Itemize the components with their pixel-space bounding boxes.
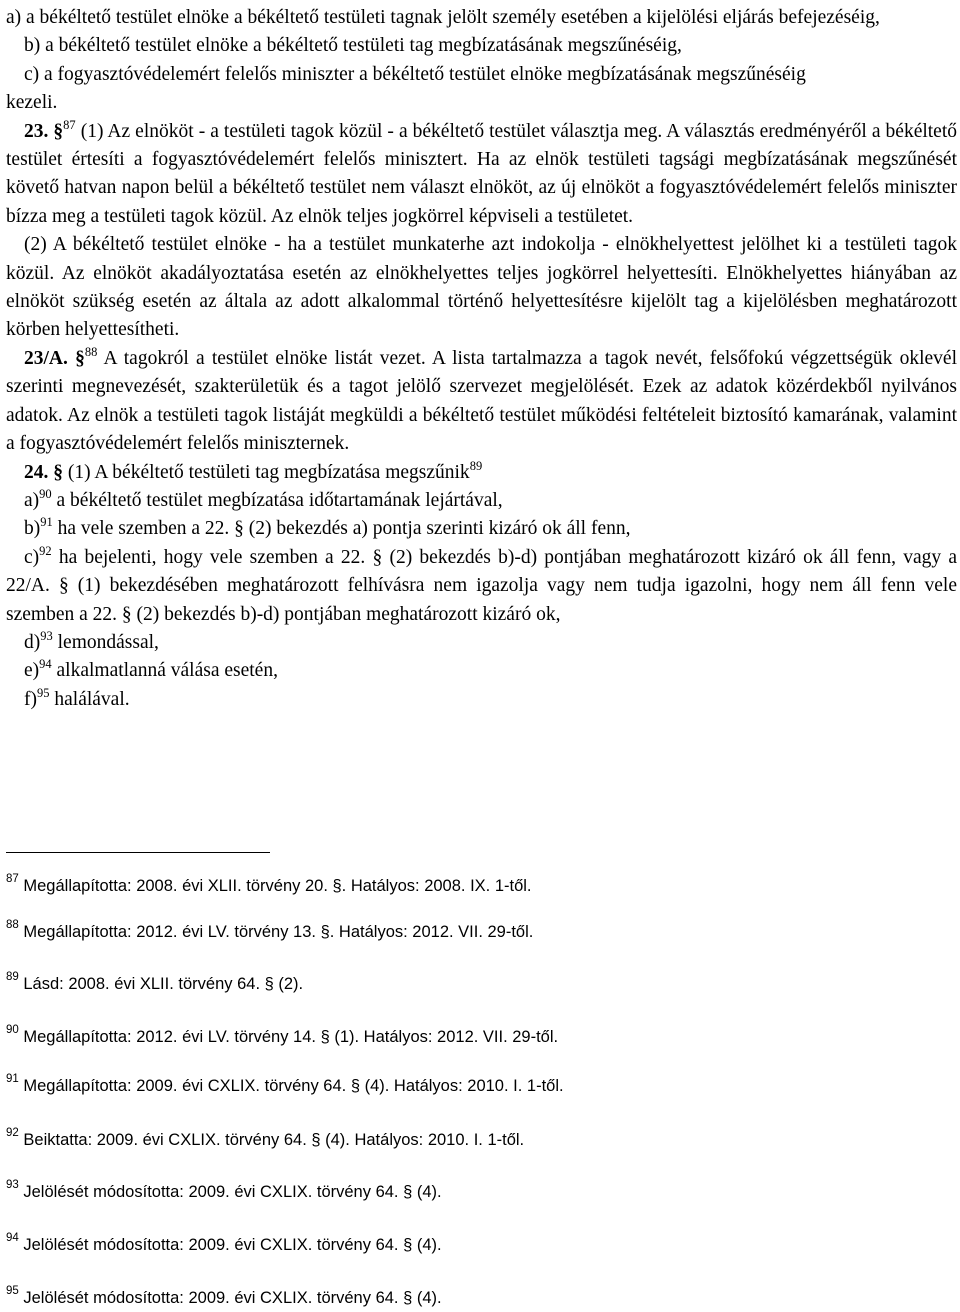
footnote-text: Jelölését módosította: 2009. évi CXLIX. törvény 64. § (4).: [18, 1289, 442, 1307]
list-item-a: a) a békéltető testület elnöke a békéltető testületi tagnak jelölt személy esetében a kijelölési eljárás befejezéséig,: [6, 7, 880, 28]
list-item: [6, 544, 957, 629]
section-sign: §: [53, 461, 63, 483]
item-text: halálával.: [49, 688, 130, 710]
footnote-text: Jelölését módosította: 2009. évi CXLIX. törvény 64. § (4).: [18, 1236, 442, 1254]
list-item: [6, 686, 957, 714]
section-number: 23/A.: [24, 347, 68, 369]
footnote: [6, 1126, 524, 1154]
section-number: 24.: [24, 461, 49, 483]
section-sign: §: [53, 120, 64, 142]
closing-word: kezeli.: [6, 92, 58, 114]
footnote-number: 89: [6, 971, 19, 983]
list-item: [6, 629, 957, 657]
footnote-separator: [6, 852, 270, 853]
item-text: ha vele szemben a 22. § (2) bekezdés a) pontja szerinti kizáró ok áll fenn,: [52, 518, 631, 540]
footnote-text: Megállapította: 2009. évi CXLIX. törvény 64. § (4). Hatályos: 2010. I. 1-től.: [18, 1077, 564, 1095]
section-23-paragraph-2: (2) A békéltető testület elnöke - ha a testület munkaterhe azt indokolja - elnökhelyettest jelölhet ki a testületi tagok közül. Az elnököt akadályoztatása esetén az elnökhelyettes teljes jogkörrel helyettesíti. Elnökhelyettes hiányában az elnököt szükség esetén az általa az adott alkalommal történő helyettesítésre kijelölt tag a kijelölésben meghatározott körben helyettesítheti.: [6, 234, 957, 341]
footnote: [6, 1178, 442, 1206]
footnote-ref[interactable]: 90: [39, 486, 52, 501]
footnote-number: 87: [6, 873, 19, 885]
footnote-number: 90: [6, 1024, 19, 1036]
footnote-number: 91: [6, 1073, 19, 1085]
footnote: [6, 1023, 558, 1051]
footnote-ref[interactable]: 89: [469, 458, 483, 473]
footnote-text: Megállapította: 2012. évi LV. törvény 14. § (1). Hatályos: 2012. VII. 29-től.: [18, 1028, 559, 1046]
footnote: [6, 1072, 564, 1100]
footnote-text: Megállapította: 2012. évi LV. törvény 13. §. Hatályos: 2012. VII. 29-től.: [18, 923, 534, 941]
footnote: [6, 918, 533, 946]
footnote-ref[interactable]: 95: [37, 685, 50, 700]
footnote-number: 95: [6, 1285, 19, 1297]
section-24-paragraph: [6, 459, 957, 487]
paragraph-text: A tagokról a testület elnöke listát vezet. A lista tartalmazza a tagok nevét, felsőfokú végzettségük oklevél szerinti megnevezését, szakterületük és a tagot jelölő szervezet megjelölését. Ezek az adatok közérdekből nyilvános adatok. Az elnök a testületi tagok listáját megküldi a békéltető testület működési feltételeit biztosító kamarának, valamint a fogyasztóvédelemért felelős miniszternek.: [6, 347, 958, 455]
footnote-ref[interactable]: 93: [40, 628, 53, 643]
footnote-ref[interactable]: 94: [39, 657, 52, 672]
footnote: [6, 1231, 442, 1259]
section-23-paragraph-1: [6, 118, 957, 232]
footnote-ref[interactable]: 88: [84, 344, 98, 359]
list-item: [6, 657, 957, 685]
footnote-text: Jelölését módosította: 2009. évi CXLIX. törvény 64. § (4).: [18, 1183, 442, 1201]
footnote: [6, 1284, 442, 1312]
footnotes: [6, 852, 946, 1307]
list-item-c: c) a fogyasztóvédelemért felelős miniszter a békéltető testület elnöke megbízatásának megszűnéséig: [24, 63, 806, 85]
item-text: ha bejelenti, hogy vele szemben a 22. § (2) bekezdés b)-d) pontjában meghatározott kizáró ok áll fenn, vagy a 22/A. § (1) bekezdésében meghatározott felhívásra nem igazolja vagy nem tudja igazolni, hogy nem áll fenn vele szemben a 22. § (2) bekezdés b)-d) pontjában meghatározott kizáró ok,: [6, 546, 957, 625]
footnote: [6, 970, 303, 998]
item-letter: c): [24, 546, 40, 568]
footnote-number: 88: [6, 919, 19, 931]
item-text: alkalmatlanná válása esetén,: [51, 660, 278, 682]
section-23a-paragraph: [6, 345, 957, 459]
section-sign: §: [75, 347, 85, 369]
item-letter: a): [24, 489, 40, 511]
list-item: [6, 515, 957, 543]
list-item: [6, 487, 957, 515]
item-letter: f): [24, 688, 37, 710]
footnote-ref[interactable]: 87: [63, 117, 76, 132]
item-letter: b): [24, 518, 41, 540]
footnote: [6, 872, 532, 900]
footnote-text: Megállapította: 2008. évi XLII. törvény 20. §. Hatályos: 2008. IX. 1-től.: [18, 877, 532, 895]
item-text: a békéltető testület megbízatása időtartamának lejártával,: [51, 489, 503, 511]
footnote-text: Beiktatta: 2009. évi CXLIX. törvény 64. § (4). Hatályos: 2010. I. 1-től.: [18, 1131, 525, 1149]
footnote-number: 94: [6, 1232, 19, 1244]
section-number: 23.: [24, 120, 49, 142]
paragraph-text: (1) A békéltető testületi tag megbízatása megszűnik: [63, 461, 470, 483]
footnote-text: Lásd: 2008. évi XLII. törvény 64. § (2).: [18, 975, 304, 993]
footnote-ref[interactable]: 91: [40, 515, 53, 530]
footnote-number: 93: [6, 1179, 19, 1191]
list-item-b: b) a békéltető testület elnöke a békéltető testületi tag megbízatásának megszűnéséig,: [24, 35, 682, 57]
item-letter: d): [24, 631, 41, 653]
paragraph-text: (1) Az elnököt - a testületi tagok közül - a békéltető testület választja meg. A választás eredményéről a békéltető testület értesíti a fogyasztóvédelemért felelős minisztert. Ha az elnök testületi tagsági megbízatásának megszűnését követő hatvan napon belül a békéltető testület nem választ elnököt, az új elnököt a fogyasztóvédelemért felelős miniszter bízza meg a testületi tagok közül. Az elnök teljes jogkörrel képviseli a testületet.: [6, 120, 958, 227]
item-letter: e): [24, 660, 40, 682]
footnote-ref[interactable]: 92: [39, 543, 52, 558]
footnote-number: 92: [6, 1127, 19, 1139]
item-text: lemondással,: [52, 631, 159, 653]
